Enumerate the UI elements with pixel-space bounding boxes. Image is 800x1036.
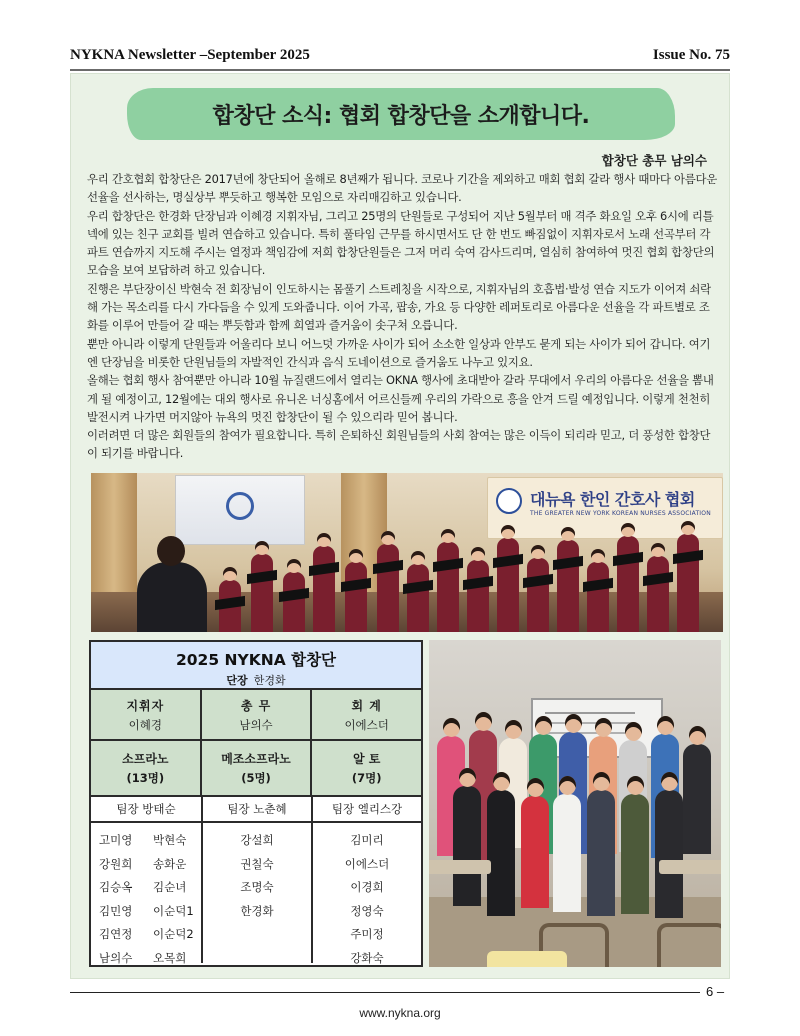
list-item: 권칠숙 xyxy=(240,856,274,871)
content-panel xyxy=(70,73,730,979)
chair xyxy=(657,923,721,967)
singer-figure xyxy=(251,554,273,632)
roster-title-block xyxy=(91,642,421,690)
choir-performance-photo xyxy=(91,473,723,632)
list-item: 조명숙 xyxy=(240,880,274,894)
article-paragraph: 뿐만 아니라 이렇게 단원들과 어울리다 보니 어느덧 가까운 사이가 되어 소소한 일상과 안부도 묻게 되는 사이가 되어 갑니다. 여기엔 단장님을 비롯한 단원님들의 자발적인 간식과 음식 도네이션으로 즐거움도 나누고 있지요. xyxy=(87,336,711,369)
list-item: 이경희 xyxy=(350,880,384,894)
singer-figure xyxy=(345,562,367,632)
section-banner xyxy=(127,88,675,140)
footer-website: www.nykna.org xyxy=(359,1006,441,1020)
list-item: 정영숙 xyxy=(350,903,384,918)
singer-figure xyxy=(617,536,639,632)
member-name: 김승옥 xyxy=(99,880,133,894)
article-paragraph: 진행은 부단장이신 박현숙 전 회장님이 인도하시는 몸풀기 스트레칭을 시작으로, 지휘자님의 호흡법·발성 연습 지도가 이어져 쇠락해 가는 목소리를 다시 가다듬을 수 있게 도와줍니다. 이어 가곡, 팝송, 가요 등 다양한 레퍼토리로 아름다운 선율을 각 파트별로 조화를 이루어 만들어 갈 때는 뿌듯함과 함께 희열과 즐거움이 솟구쳐 오릅니다. xyxy=(87,281,711,333)
roster-roles-row xyxy=(91,690,421,741)
member-name: 김민영 xyxy=(99,903,133,918)
list-item xyxy=(91,947,201,971)
singer-figure xyxy=(557,540,579,632)
part-cell-mezzo xyxy=(202,741,313,795)
member-list xyxy=(91,823,201,970)
list-item: 이에스더 xyxy=(344,856,390,871)
role-person: 남의수 xyxy=(239,717,273,732)
page-number: 6 – xyxy=(706,984,725,999)
list-item xyxy=(91,829,201,853)
part-name: 메조소프라노 xyxy=(221,752,291,766)
member-name: 이순덕2 xyxy=(153,927,194,941)
singer-figure xyxy=(407,564,429,632)
member-list xyxy=(313,823,421,970)
team-leader: 팀장 엘리스강 xyxy=(313,797,421,823)
role-cell-secretary xyxy=(202,690,313,739)
table xyxy=(429,860,491,874)
member-figure xyxy=(487,790,515,916)
member-name: 이순덕1 xyxy=(153,903,194,918)
soprano-column xyxy=(91,797,203,963)
member-figure xyxy=(521,796,549,908)
member-name: 강원희 xyxy=(99,856,133,871)
singer-figure xyxy=(527,558,549,632)
part-name: 알 토 xyxy=(352,752,381,766)
member-figure xyxy=(587,790,615,916)
member-name: 송화운 xyxy=(153,856,187,871)
role-title: 회 계 xyxy=(351,698,382,713)
part-cell-soprano xyxy=(91,741,202,795)
list-item xyxy=(91,853,201,877)
table xyxy=(659,860,721,874)
list-item xyxy=(91,900,201,924)
page-title: 합창단 소식: 협회 합창단을 소개합니다. xyxy=(212,103,590,129)
floor-banner xyxy=(487,951,567,967)
leader-name: 한경화 xyxy=(253,674,286,687)
singer-figure xyxy=(647,556,669,632)
choir-group-photo xyxy=(429,640,721,967)
singer-figure xyxy=(377,544,399,632)
roster-parts-row xyxy=(91,741,421,797)
role-title: 지휘자 xyxy=(126,698,165,713)
roster-title: 2025 NYKNA 합창단 xyxy=(175,651,337,669)
role-cell-treasurer xyxy=(312,690,421,739)
member-name: 김순녀 xyxy=(153,880,187,894)
role-cell-conductor xyxy=(91,690,202,739)
article-paragraph: 우리 합창단은 한경화 단장님과 이혜경 지휘자님, 그리고 25명의 단원들로 구성되어 지난 5월부터 매 격주 화요일 오후 6시에 리틀넥에 있는 친구 교회를 빌려 연습하고 있습니다. 특히 풀타임 근무를 하시면서도 단 한 번도 빠짐없이 지휘자로서 노래 선곡부터 각 파트 연습까지 지도해 주시는 열정과 책임감에 저희 합창단원들은 그저 머리 숙여 감사드리며, 열심히 참여하여 멋진 협회 합창단의 모습을 보여 보답하려 하고 있습니다. xyxy=(87,208,715,278)
role-person: 이에스더 xyxy=(344,717,389,732)
alto-column xyxy=(313,797,421,963)
member-figure xyxy=(683,744,711,854)
team-leader: 팀장 방태순 xyxy=(91,797,201,823)
part-count: (7명) xyxy=(351,771,382,785)
singer-figure xyxy=(283,572,305,632)
newsletter-title: NYKNA Newsletter –September 2025 xyxy=(70,47,310,63)
member-name: 남의수 xyxy=(99,950,133,965)
conductor-figure xyxy=(137,562,207,632)
role-title: 총 무 xyxy=(240,698,272,713)
singer-figure xyxy=(219,580,241,632)
association-emblem-icon xyxy=(496,488,522,514)
author-byline: 합창단 총무 남의수 xyxy=(601,153,707,168)
team-leader: 팀장 노춘혜 xyxy=(203,797,311,823)
member-name: 오목희 xyxy=(153,950,187,965)
roster-members xyxy=(91,797,421,963)
newsletter-header xyxy=(70,40,730,64)
article-paragraph: 우리 간호협회 합창단은 2017년에 창단되어 올해로 8년째가 됩니다. 코로나 기간을 제외하고 매회 협회 갈라 행사 때마다 아름다운 선율을 선사하는, 명실상부 뿌듯하고 행복한 모임으로 자리매김하고 있습니다. xyxy=(87,172,717,205)
singer-figure xyxy=(497,538,519,632)
singer-figure xyxy=(677,534,699,632)
singer-figure xyxy=(313,546,335,632)
header-divider xyxy=(70,69,730,71)
singer-figure xyxy=(587,562,609,632)
list-item: 한경화 xyxy=(240,903,274,918)
list-item xyxy=(91,923,201,947)
singer-figure xyxy=(437,542,459,632)
member-figure xyxy=(553,794,581,912)
part-cell-alto xyxy=(312,741,421,795)
association-logo-icon xyxy=(226,492,254,520)
issue-number: Issue No. 75 xyxy=(652,47,730,63)
roster-leader xyxy=(91,672,421,688)
member-figure xyxy=(621,794,649,914)
list-item: 주미정 xyxy=(350,927,384,941)
projection-screen xyxy=(175,475,305,545)
member-figure xyxy=(453,786,481,906)
list-item: 김미리 xyxy=(350,833,384,847)
footer-divider xyxy=(70,992,700,993)
part-name: 소프라노 xyxy=(122,752,169,766)
article-paragraph: 이러려면 더 많은 회원들의 참여가 필요합니다. 특히 은퇴하신 회원님들의 사회 참여는 많은 이득이 되리라 믿고, 더 풍성한 합창단이 되기를 바랍니다. xyxy=(87,428,711,461)
member-list xyxy=(203,823,311,923)
choir-roster-table xyxy=(89,640,423,967)
member-name: 고미영 xyxy=(99,833,133,847)
part-count: (13명) xyxy=(126,771,165,785)
list-item: 강화숙 xyxy=(350,950,384,965)
role-person: 이혜경 xyxy=(128,717,162,732)
singer-figure xyxy=(467,560,489,632)
article-paragraph: 올해는 협회 행사 참여뿐만 아니라 10월 뉴질랜드에서 열리는 OKNA 행사에 초대받아 갈라 무대에서 우리의 아름다운 선율을 뽐내게 될 예정이고, 12월에는 대외 행사로 유니온 너싱홈에서 어르신들께 우리의 가락으로 흥을 안겨 드릴 예정입니다. 이렇게 천천히 발전시켜 나가면 머지않아 뉴욕의 멋진 합창단이 될 수 있으리라 믿어 봅니다. xyxy=(87,373,714,424)
article-body xyxy=(87,170,717,463)
member-name: 김연정 xyxy=(99,927,133,941)
sign-subtitle: THE GREATER NEW YORK KOREAN NURSES ASSOCIATION xyxy=(530,510,711,517)
member-figure xyxy=(655,790,683,918)
list-item xyxy=(91,876,201,900)
member-name: 박현숙 xyxy=(153,833,187,847)
mezzo-column xyxy=(203,797,313,963)
part-count: (5명) xyxy=(241,771,271,785)
leader-label: 단장 xyxy=(226,674,248,687)
sign-title: 대뉴욕 한인 간호사 협회 xyxy=(530,490,695,509)
list-item: 강설희 xyxy=(240,833,274,847)
